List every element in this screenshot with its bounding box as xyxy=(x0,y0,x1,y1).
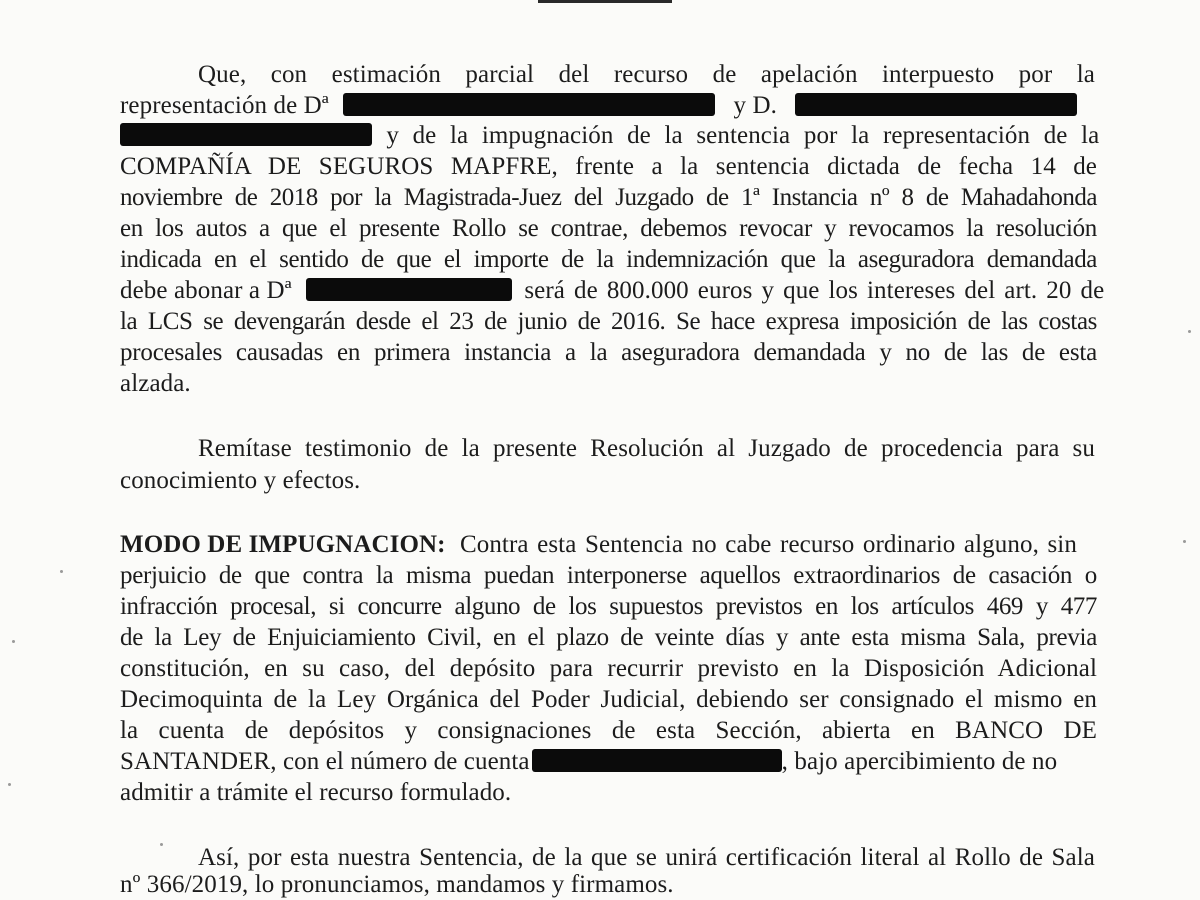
impugnacion-line-7: la cuenta de depósitos y consignaciones de esta Sección, abierta en BANCO DE xyxy=(120,717,1097,744)
redaction-block xyxy=(532,749,782,772)
redaction-block xyxy=(343,93,715,116)
impugnacion-line-9: admitir a trámite el recurso formulado. xyxy=(120,779,512,806)
scan-speck xyxy=(60,570,63,573)
impugnacion-line-8: SANTANDER, con el número de cuenta , bajo apercibimiento de no xyxy=(120,748,1058,775)
fallo-line-4: COMPAÑÍA DE SEGUROS MAPFRE, frente a la sentencia dictada de fecha 14 de xyxy=(120,153,1097,180)
fallo-line-7: indicada en el sentido de que el importe de la indemnización que la aseguradora demandada xyxy=(120,246,1097,273)
impugnacion-line-4: de la Ley de Enjuiciamiento Civil, en el plazo de veinte días y ante esta misma Sala, previa xyxy=(120,624,1097,651)
top-rule xyxy=(538,0,672,3)
remitase-line-2: conocimiento y efectos. xyxy=(120,467,361,494)
fallo-line-11: alzada. xyxy=(120,370,191,397)
scan-speck xyxy=(8,783,11,786)
redaction-block xyxy=(795,93,1077,116)
fallo-line-8: debe abonar a Dª será de 800.000 euros y que los intereses del art. 20 de xyxy=(120,277,1105,304)
impugnacion-line-1: MODO DE IMPUGNACION: Contra esta Sentencia no cabe recurso ordinario alguno, sin xyxy=(120,531,1077,558)
fallo-line-6: en los autos a que el presente Rollo se contrae, debemos revocar y revocamos la resolución xyxy=(120,215,1097,242)
scan-speck xyxy=(1183,540,1186,543)
redaction-block xyxy=(120,123,372,146)
impugnacion-line-6: Decimoquinta de la Ley Orgánica del Poder Judicial, debiendo ser consignado el mismo en xyxy=(120,686,1097,713)
firma-line-1: Así, por esta nuestra Sentencia, de la que se unirá certificación literal al Rollo de Sala xyxy=(198,844,1095,871)
firma-line-2: nº 366/2019, lo pronunciamos, mandamos y firmamos. xyxy=(120,871,674,898)
impugnacion-heading: MODO DE IMPUGNACION: xyxy=(120,531,446,558)
impugnacion-line-2: perjuicio de que contra la misma puedan interponerse aquellos extraordinarios de casación o xyxy=(120,562,1097,589)
fallo-line-3: y de la impugnación de la sentencia por la representación de la xyxy=(120,121,1099,151)
fallo-line-1: Que, con estimación parcial del recurso de apelación interpuesto por la xyxy=(198,61,1095,88)
fallo-line-2: representación de Dª y D. xyxy=(120,91,1077,121)
redaction-block xyxy=(306,278,512,301)
impugnacion-line-3: infracción procesal, si concurre alguno de los supuestos previstos en los artículos 469 y 477 xyxy=(120,593,1097,620)
fallo-line-9: la LCS se devengarán desde el 23 de junio de 2016. Se hace expresa imposición de las costas xyxy=(120,308,1097,335)
impugnacion-line-5: constitución, en su caso, del depósito para recurrir previsto en la Disposición Adicional xyxy=(120,655,1097,682)
scan-speck xyxy=(160,843,163,846)
fallo-line-5: noviembre de 2018 por la Magistrada-Juez del Juzgado de 1ª Instancia nº 8 de Mahadahonda xyxy=(120,184,1097,211)
scan-speck xyxy=(1188,330,1191,333)
remitase-line-1: Remítase testimonio de la presente Resolución al Juzgado de procedencia para su xyxy=(198,435,1095,462)
fallo-line-10: procesales causadas en primera instancia a la aseguradora demandada y no de las de esta xyxy=(120,339,1097,366)
scan-speck xyxy=(12,640,15,643)
